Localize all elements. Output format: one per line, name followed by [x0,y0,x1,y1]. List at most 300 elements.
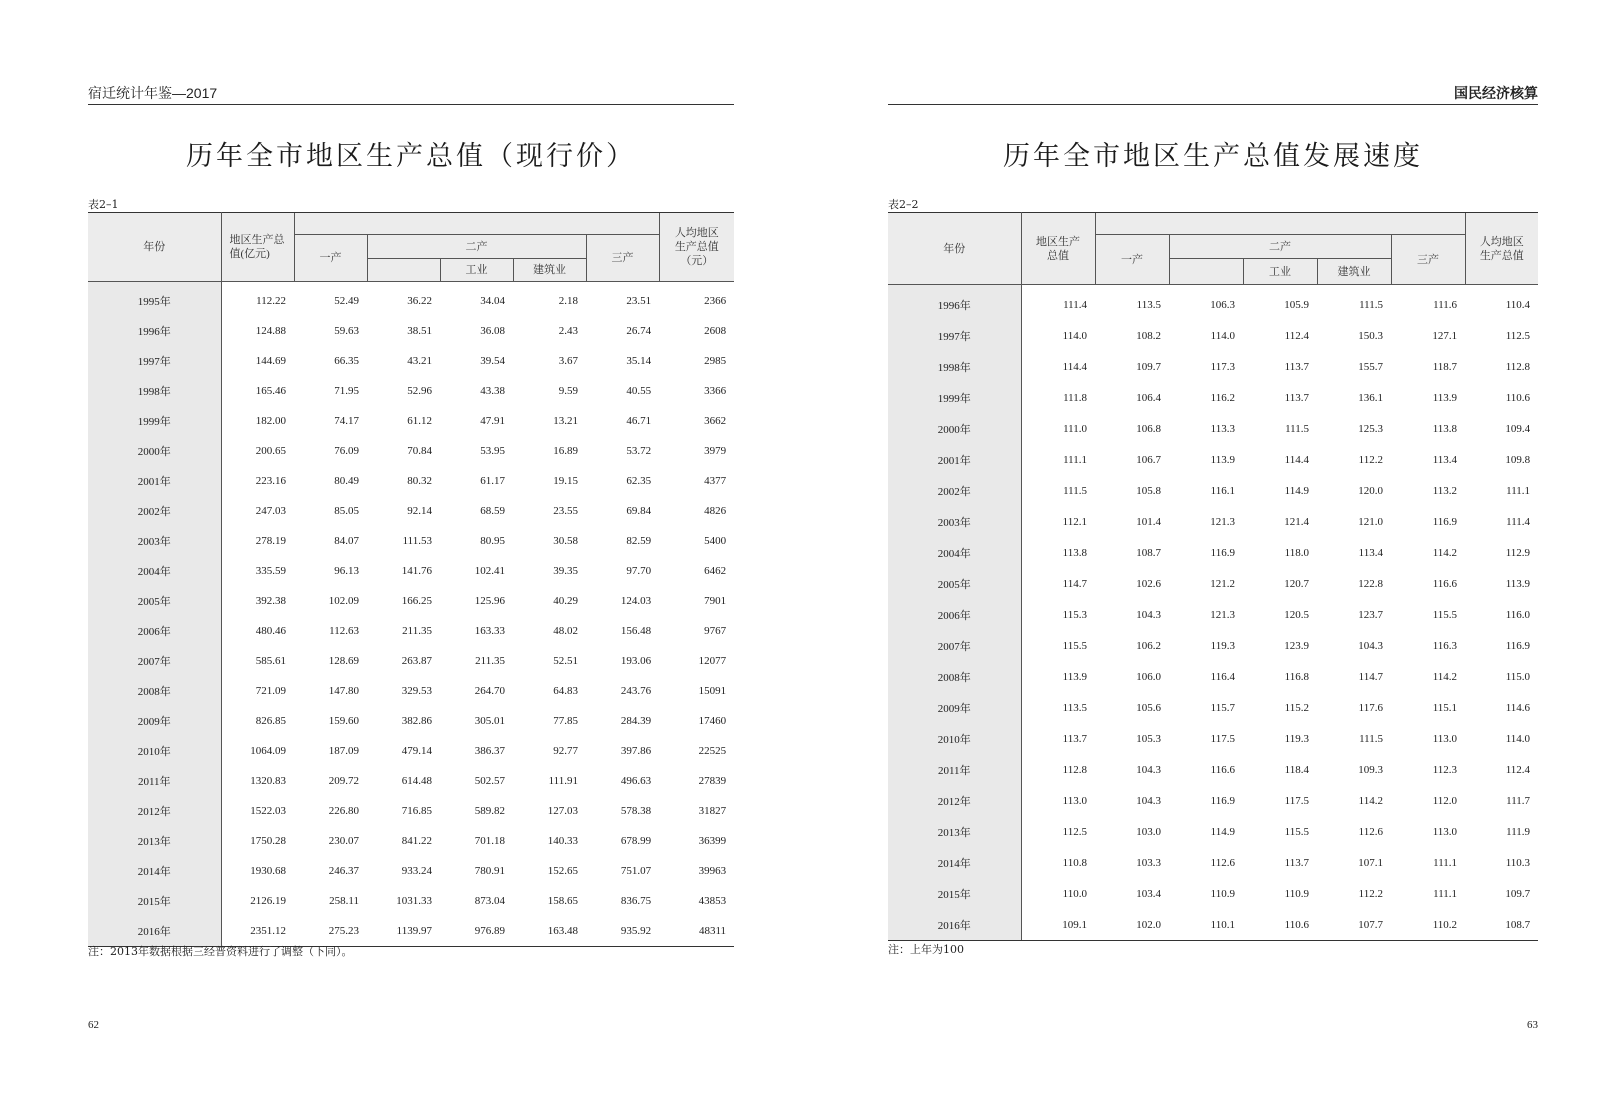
growth-table [888,212,1538,941]
table-cell: 80.32 [407,475,432,487]
table-cell: 585.61 [255,655,286,667]
table-cell: 284.39 [620,715,652,727]
table-row [88,436,734,466]
table-cell: 118.0 [1284,546,1309,559]
table-cell: 120.0 [1358,484,1383,497]
table-row [888,382,1538,413]
table-cell: 105.8 [1136,484,1161,497]
table-cell: 120.5 [1284,608,1309,621]
table-cell: 114.0 [1062,329,1087,342]
table-cell: 77.85 [553,715,578,727]
table-cell: 111.4 [1506,515,1531,528]
table-row [88,856,734,886]
table-cell: 116.9 [1210,794,1235,807]
row-year-cell: 2006年 [88,616,221,646]
table-cell: 112.22 [256,295,286,307]
table-cell: 16.89 [553,445,578,457]
row-year-cell: 1999年 [88,406,221,436]
table-id: 表2–2 [888,198,919,211]
table-cell: 69.84 [626,505,652,517]
header-gdp-text: 地区生产总值(亿元) [229,234,285,260]
table-cell: 335.59 [255,565,286,577]
table-row [88,616,734,646]
table-cell: 110.6 [1505,391,1531,404]
table-cell: 112.4 [1284,329,1309,342]
table-cell: 116.1 [1210,484,1235,497]
table-cell: 163.48 [513,916,586,947]
table-id: 表2–1 [88,198,119,211]
table-cell: 701.18 [474,835,505,847]
table-row [88,826,734,856]
table-cell: 182.00 [255,415,286,427]
table-cell: 1930.68 [250,865,286,877]
table-cell: 53.95 [480,445,505,457]
table-cell: 112.0 [1432,794,1458,807]
table-cell: 121.0 [1358,515,1383,528]
table-cell: 61.12 [407,415,432,427]
table-row [88,586,734,616]
table-cell: 15091 [698,685,727,697]
row-year-cell: 2001年 [88,466,221,496]
table-cell: 114.4 [1062,360,1087,373]
table-cell: 114.7 [1358,670,1383,683]
table-row [888,754,1538,785]
row-year-cell: 2002年 [888,475,1021,506]
table-cell: 873.04 [474,895,505,907]
table-cell: 115.1 [1432,701,1458,714]
running-head: 国民经济核算 [888,84,1538,105]
row-year-cell: 1995年 [88,282,221,317]
table-cell: 110.1 [1169,909,1243,941]
table-cell: 110.0 [1062,887,1087,900]
row-year-cell: 2002年 [88,496,221,526]
table-cell: 187.09 [328,745,359,757]
table-cell: 826.85 [255,715,286,727]
row-year-cell: 2003年 [888,506,1021,537]
table-cell: 109.8 [1505,453,1531,466]
table-cell: 114.0 [1505,732,1531,745]
table-cell: 110.4 [1505,298,1531,311]
table-cell: 113.4 [1358,546,1383,559]
row-year-cell: 2009年 [888,692,1021,723]
table-cell: 193.06 [620,655,652,667]
table-cell: 106.7 [1136,453,1161,466]
table-row [888,692,1538,723]
page-number: 62 [88,1019,99,1031]
table-row [88,886,734,916]
header-secondary: 二产 [367,235,586,259]
table-cell: 5400 [704,535,727,547]
table-row [88,346,734,376]
table-cell: 144.69 [255,355,286,367]
row-year-cell: 1997年 [888,320,1021,351]
table-cell: 111.7 [1506,794,1531,807]
table-cell: 113.0 [1432,732,1458,745]
table-cell: 112.5 [1505,329,1531,342]
table-cell: 305.01 [474,715,505,727]
table-cell: 1139.97 [367,916,440,947]
table-row [888,785,1538,816]
table-row [888,723,1538,754]
table-cell: 47.91 [480,415,505,427]
table-cell: 113.4 [1432,453,1458,466]
table-cell: 496.63 [620,775,652,787]
table-cell: 163.33 [474,625,505,637]
table-cell: 106.0 [1136,670,1161,683]
table-cell: 3366 [704,385,727,397]
table-cell: 113.2 [1432,484,1458,497]
table-cell: 111.53 [402,535,432,547]
table-cell: 3979 [704,445,727,457]
row-year-cell: 1996年 [88,316,221,346]
table-cell: 121.3 [1210,515,1235,528]
table-cell: 112.8 [1505,360,1531,373]
table-cell: 34.04 [480,295,505,307]
row-year-cell: 2007年 [888,630,1021,661]
table-cell: 578.38 [620,805,652,817]
table-cell: 119.3 [1210,639,1235,652]
table-cell: 53.72 [626,445,652,457]
table-cell: 935.92 [586,916,659,947]
table-cell: 61.17 [480,475,505,487]
table-cell: 46.71 [626,415,652,427]
table-cell: 502.57 [474,775,505,787]
table-cell: 114.2 [1432,546,1458,559]
table-cell: 105.3 [1136,732,1161,745]
table-cell: 113.9 [1432,391,1458,404]
table-cell: 107.1 [1358,856,1383,869]
table-cell: 27839 [698,775,727,787]
right-page [888,0,1538,1099]
page-title: 历年全市地区生产总值发展速度 [1003,141,1423,172]
row-year-cell: 2009年 [88,706,221,736]
gdp-table [88,212,734,947]
table-cell: 111.8 [1063,391,1087,404]
header-per-capita [659,213,734,282]
table-cell: 111.9 [1506,825,1531,838]
table-cell: 115.5 [1062,639,1087,652]
table-cell: 118.4 [1284,763,1309,776]
table-cell: 3662 [704,415,727,427]
table-cell: 109.7 [1136,360,1161,373]
table-cell: 104.3 [1136,794,1161,807]
table-cell: 101.4 [1136,515,1161,528]
table-cell: 48.02 [553,625,578,637]
table-row [888,351,1538,382]
table-cell: 116.9 [1210,546,1235,559]
table-cell: 200.65 [255,445,286,457]
table-cell: 165.46 [255,385,286,397]
table-cell: 62.35 [626,475,652,487]
table-cell: 1031.33 [396,895,432,907]
header-tertiary: 三产 [1391,235,1465,285]
table-cell: 113.0 [1432,825,1458,838]
table-cell: 108.7 [1465,909,1538,941]
header-primary: 一产 [294,235,367,282]
table-cell: 2126.19 [250,895,286,907]
table-cell: 111.0 [1063,422,1087,435]
table-cell: 108.2 [1136,329,1161,342]
table-cell: 111.1 [1506,484,1531,497]
table-cell: 120.7 [1284,577,1309,590]
table-cell: 102.6 [1136,577,1161,590]
table-cell: 114.2 [1432,670,1458,683]
table-row [88,646,734,676]
table-cell: 127.1 [1432,329,1458,342]
table-cell: 125.96 [474,595,505,607]
row-year-cell: 2010年 [88,736,221,766]
row-year-cell: 1996年 [888,285,1021,321]
table-cell: 7901 [704,595,727,607]
table-cell: 124.88 [255,325,286,337]
table-row [88,676,734,706]
table-cell: 113.0 [1062,794,1087,807]
table-cell: 111.5 [1359,732,1383,745]
row-year-cell: 2013年 [888,816,1021,847]
table-cell: 2366 [704,295,727,307]
table-cell: 780.91 [474,865,505,877]
table-cell: 112.2 [1358,453,1383,466]
table-cell: 26.74 [626,325,652,337]
header-per-capita-text: 人均地区生产总值 [1479,235,1524,262]
table-cell: 112.3 [1432,763,1458,776]
table-row [888,816,1538,847]
table-cell: 397.86 [620,745,652,757]
table-cell: 2351.12 [221,916,294,947]
table-cell: 40.29 [553,595,578,607]
table-cell: 113.7 [1062,732,1087,745]
row-year-cell: 2016年 [88,916,221,947]
table-cell: 117.6 [1358,701,1383,714]
table-cell: 111.1 [1433,887,1458,900]
table-cell: 38.51 [407,325,432,337]
table-cell: 2.43 [558,325,578,337]
table-cell: 118.7 [1432,360,1458,373]
table-cell: 110.6 [1243,909,1317,941]
table-cell: 116.9 [1432,515,1458,528]
row-year-cell: 2008年 [88,676,221,706]
table-cell: 113.9 [1505,577,1531,590]
row-year-cell: 2013年 [88,826,221,856]
table-cell: 112.1 [1062,515,1087,528]
table-cell: 43.21 [407,355,432,367]
row-year-cell: 2011年 [888,754,1021,785]
running-head: 宿迁统计年鉴—2017 [88,84,734,105]
table-cell: 112.8 [1062,763,1087,776]
table-cell: 113.5 [1062,701,1087,714]
table-cell: 119.3 [1284,732,1309,745]
table-cell: 17460 [698,715,727,727]
header-secondary: 二产 [1169,235,1391,259]
table-row [888,568,1538,599]
table-cell: 109.1 [1021,909,1095,941]
table-cell: 105.9 [1284,298,1309,311]
table-cell: 114.6 [1505,701,1531,714]
table-cell: 39.35 [553,565,578,577]
table-cell: 116.2 [1210,391,1235,404]
table-cell: 111.91 [548,775,578,787]
table-cell: 614.48 [401,775,432,787]
table-cell: 111.4 [1063,298,1087,311]
table-cell: 112.5 [1062,825,1087,838]
table-cell: 113.3 [1210,422,1235,435]
table-cell: 97.70 [626,565,652,577]
table-cell: 226.80 [328,805,359,817]
table-cell: 3.67 [558,355,578,367]
row-year-cell: 2000年 [88,436,221,466]
table-cell: 116.8 [1284,670,1309,683]
header-per-capita-text: 人均地区生产总值（元） [674,227,719,267]
row-year-cell: 1998年 [88,376,221,406]
table-cell: 127.03 [547,805,578,817]
table-cell: 223.16 [255,475,286,487]
table-cell: 115.7 [1210,701,1235,714]
table-cell: 111.5 [1063,484,1087,497]
table-cell: 31827 [698,805,727,817]
table-cell: 59.63 [334,325,359,337]
row-year-cell: 2011年 [88,766,221,796]
table-cell: 112.9 [1505,546,1531,559]
table-cell: 159.60 [328,715,359,727]
table-cell: 122.8 [1358,577,1383,590]
table-row [88,376,734,406]
table-cell: 209.72 [328,775,359,787]
table-cell: 114.9 [1284,484,1309,497]
table-cell: 678.99 [620,835,652,847]
table-cell: 117.5 [1210,732,1235,745]
row-year-cell: 2016年 [888,909,1021,941]
table-cell: 247.03 [255,505,286,517]
table-cell: 1522.03 [250,805,286,817]
table-cell: 35.14 [626,355,652,367]
table-cell: 128.69 [328,655,359,667]
left-page [88,0,734,1099]
table-row [88,766,734,796]
table-cell: 246.37 [328,865,359,877]
table-row [88,466,734,496]
table-cell: 23.51 [626,295,652,307]
table-cell: 70.84 [407,445,432,457]
table-cell: 111.1 [1063,453,1087,466]
table-cell: 211.35 [475,655,505,667]
table-cell: 80.95 [480,535,505,547]
table-cell: 110.3 [1505,856,1531,869]
table-cell: 104.3 [1136,608,1161,621]
table-cell: 166.25 [401,595,432,607]
table-body [88,282,734,947]
table-cell: 102.0 [1095,909,1169,941]
table-cell: 113.8 [1062,546,1087,559]
table-cell: 116.4 [1210,670,1235,683]
row-year-cell: 2007年 [88,646,221,676]
table-cell: 104.3 [1136,763,1161,776]
table-cell: 4826 [704,505,727,517]
table-row [888,599,1538,630]
header-gdp [1021,213,1095,285]
table-cell: 36.08 [480,325,505,337]
table-cell: 155.7 [1358,360,1383,373]
table-cell: 113.7 [1284,856,1309,869]
table-cell: 115.0 [1505,670,1531,683]
table-cell: 386.37 [474,745,505,757]
table-cell: 110.9 [1284,887,1309,900]
table-cell: 589.82 [474,805,505,817]
header-gdp [221,213,294,282]
table-row [88,736,734,766]
table-cell: 48311 [659,916,734,947]
table-cell: 1750.28 [250,835,286,847]
table-cell: 116.0 [1505,608,1531,621]
table-row [888,847,1538,878]
row-year-cell: 2015年 [888,878,1021,909]
table-cell: 933.24 [401,865,432,877]
table-cell: 152.65 [547,865,578,877]
table-cell: 103.4 [1136,887,1161,900]
table-cell: 103.3 [1136,856,1161,869]
table-cell: 43853 [698,895,727,907]
table-cell: 40.55 [626,385,652,397]
table-cell: 112.6 [1358,825,1383,838]
table-cell: 112.6 [1210,856,1235,869]
table-cell: 109.3 [1358,763,1383,776]
table-row [88,556,734,586]
table-cell: 113.7 [1284,391,1309,404]
table-cell: 211.35 [402,625,432,637]
table-cell: 976.89 [440,916,513,947]
table-cell: 112.4 [1505,763,1531,776]
table-cell: 140.33 [547,835,578,847]
table-row [88,496,734,526]
table-cell: 52.96 [407,385,432,397]
page-title: 历年全市地区生产总值（现行价） [186,141,636,172]
table-cell: 106.3 [1210,298,1235,311]
table-cell: 117.5 [1284,794,1309,807]
header-construction: 建筑业 [1317,259,1391,285]
table-cell: 102.41 [474,565,505,577]
table-cell: 278.19 [255,535,286,547]
table-cell: 109.7 [1505,887,1531,900]
row-year-cell: 2010年 [888,723,1021,754]
table-cell: 112.63 [329,625,359,637]
row-year-cell: 2014年 [888,847,1021,878]
table-cell: 113.8 [1432,422,1458,435]
table-cell: 121.3 [1210,608,1235,621]
row-year-cell: 2006年 [888,599,1021,630]
header-year: 年份 [888,213,1021,285]
table-cell: 841.22 [401,835,432,847]
table-row [888,506,1538,537]
table-cell: 36399 [698,835,727,847]
table-cell: 12077 [698,655,727,667]
table-cell: 115.5 [1284,825,1309,838]
table-cell: 2.18 [558,295,578,307]
header-secondary-spacer [367,259,440,282]
table-cell: 109.4 [1505,422,1531,435]
table-cell: 124.03 [620,595,652,607]
table-cell: 113.5 [1136,298,1161,311]
table-cell: 721.09 [255,685,286,697]
header-industry: 工业 [1243,259,1317,285]
table-row [88,282,734,317]
table-cell: 74.17 [334,415,359,427]
table-row [88,916,734,947]
table-cell: 123.9 [1284,639,1309,652]
table-cell: 111.6 [1433,298,1458,311]
row-year-cell: 1997年 [88,346,221,376]
header-spacer [1095,213,1465,235]
table-cell: 147.80 [328,685,359,697]
table-row [888,285,1538,321]
